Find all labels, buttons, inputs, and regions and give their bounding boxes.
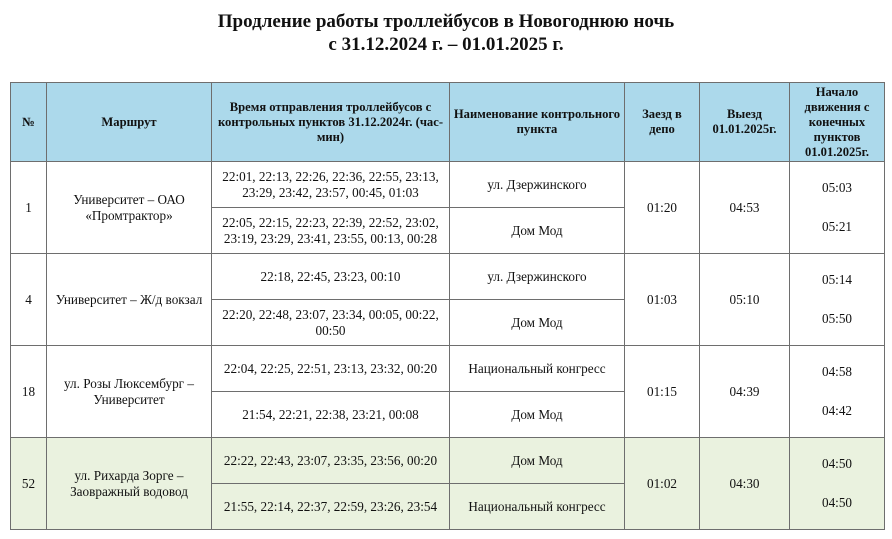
start-time: 05:03 (821, 180, 853, 195)
departure-times: 22:04, 22:25, 22:51, 23:13, 23:32, 00:20 (212, 346, 450, 392)
header-departure-times: Время отправления троллейбусов с контрольных пунктов 31.12.2024г. (час-мин) (212, 83, 450, 162)
departure-times: 21:55, 22:14, 22:37, 22:59, 23:26, 23:54 (212, 484, 450, 530)
route-number: 1 (11, 162, 47, 254)
header-checkpoint: Наименование контрольного пункта (450, 83, 625, 162)
start-time: 04:50 (821, 495, 853, 510)
exit-time: 05:10 (700, 254, 790, 346)
start-time: 05:14 (821, 272, 853, 287)
start-times (790, 346, 885, 438)
start-times (790, 162, 885, 254)
checkpoint-name: Национальный конгресс (450, 346, 625, 392)
checkpoint-name: Дом Мод (450, 208, 625, 254)
route-number: 18 (11, 346, 47, 438)
route-name: ул. Рихарда Зорге – Заовражный водовод (47, 438, 212, 530)
checkpoint-name: Дом Мод (450, 300, 625, 346)
checkpoint-name: ул. Дзержинского (450, 254, 625, 300)
table-row (11, 438, 885, 484)
departure-times: 22:22, 22:43, 23:07, 23:35, 23:56, 00:20 (212, 438, 450, 484)
start-time: 05:50 (821, 311, 853, 326)
checkpoint-name: Дом Мод (450, 438, 625, 484)
header-depot-arrival: Заезд в депо (625, 83, 700, 162)
title-line-1: Продление работы троллейбусов в Новогоднюю ночь (217, 11, 675, 32)
header-route: Маршрут (47, 83, 212, 162)
departure-times: 22:18, 22:45, 23:23, 00:10 (212, 254, 450, 300)
route-name: Университет – ОАО «Промтрактор» (47, 162, 212, 254)
start-times (790, 438, 885, 530)
route-name: Университет – Ж/д вокзал (47, 254, 212, 346)
exit-time: 04:39 (700, 346, 790, 438)
exit-time: 04:30 (700, 438, 790, 530)
exit-time: 04:53 (700, 162, 790, 254)
route-number: 4 (11, 254, 47, 346)
start-time: 05:21 (821, 219, 853, 234)
start-times (790, 254, 885, 346)
departure-times: 22:20, 22:48, 23:07, 23:34, 00:05, 00:22, 00:50 (212, 300, 450, 346)
table-row (11, 254, 885, 300)
start-time: 04:58 (821, 364, 853, 379)
start-time: 04:50 (821, 456, 853, 471)
depot-time: 01:03 (625, 254, 700, 346)
route-number: 52 (11, 438, 47, 530)
checkpoint-name: Дом Мод (450, 392, 625, 438)
checkpoint-name: Национальный конгресс (450, 484, 625, 530)
route-name: ул. Розы Люксембург – Университет (47, 346, 212, 438)
start-time: 04:42 (821, 403, 853, 418)
page-title (0, 10, 892, 56)
depot-time: 01:20 (625, 162, 700, 254)
table-row (11, 346, 885, 392)
departure-times: 21:54, 22:21, 22:38, 23:21, 00:08 (212, 392, 450, 438)
departure-times: 22:05, 22:15, 22:23, 22:39, 22:52, 23:02, 23:19, 23:29, 23:41, 23:55, 00:13, 00:28 (212, 208, 450, 254)
header-exit: Выезд 01.01.2025г. (700, 83, 790, 162)
table-header-row (11, 83, 885, 162)
depot-time: 01:02 (625, 438, 700, 530)
depot-time: 01:15 (625, 346, 700, 438)
schedule-table (10, 82, 885, 530)
departure-times: 22:01, 22:13, 22:26, 22:36, 22:55, 23:13, 23:29, 23:42, 23:57, 00:45, 01:03 (212, 162, 450, 208)
header-start: Начало движения с конечных пунктов 01.01.2025г. (790, 83, 885, 162)
header-number: № (11, 83, 47, 162)
table-row (11, 162, 885, 208)
checkpoint-name: ул. Дзержинского (450, 162, 625, 208)
title-line-2: с 31.12.2024 г. – 01.01.2025 г. (328, 34, 564, 55)
